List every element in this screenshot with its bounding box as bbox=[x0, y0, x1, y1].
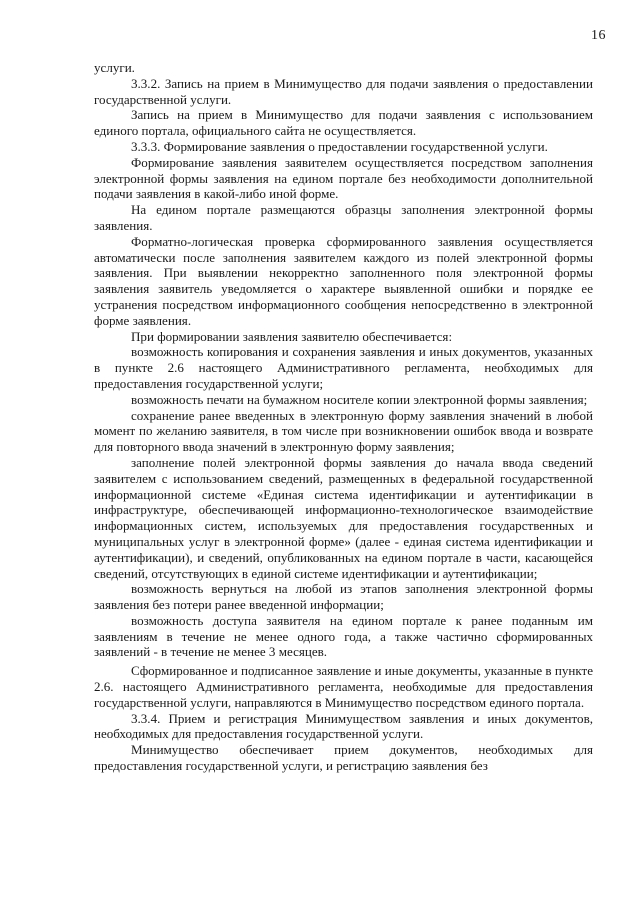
page-number: 16 bbox=[591, 28, 606, 43]
paragraph-form-filling: Формирование заявления заявителем осуществляется посредством заполнения электронной формы заявления на едином портале без необходимости дополнительной подачи заявления в какой-либо иной форме. bbox=[94, 154, 593, 202]
paragraph-provisions-intro: При формировании заявления заявителю обеспечивается: bbox=[131, 328, 453, 344]
paragraph-submission: Сформированное и подписанное заявление и иные документы, указанные в пункте 2.6. настоящего Административного регламента, необходимые для предоставления государственной услуги, направляются в Минимущество посредством единого портала. bbox=[94, 663, 593, 710]
document-body bbox=[94, 60, 593, 774]
section-heading-3-3-4: 3.3.4. Прием и регистрация Минимуществом заявления и иных документов, необходимых для предоставления государственной услуги. bbox=[94, 710, 593, 742]
section-heading-3-3-2: 3.3.2. Запись на прием в Минимущество для подачи заявления о предоставлении государственной услуги. bbox=[94, 75, 593, 107]
paragraph-continuation: услуги. bbox=[94, 60, 135, 75]
list-item-save-values: сохранение ранее введенных в электронную форму заявления значений в любой момент по желанию заявителя, в том числе при возникновении ошибок ввода и возврате для повторного ввода значений в электронную форму заявления; bbox=[94, 407, 593, 455]
list-item-print: возможность печати на бумажном носителе копии электронной формы заявления; bbox=[131, 391, 588, 407]
paragraph-registration: Минимущество обеспечивает прием документов, необходимых для предоставления государственной услуги, и регистрацию заявления без bbox=[94, 742, 593, 774]
paragraph-online-appointment: Запись на прием в Минимущество для подачи заявления с использованием единого портала, официального сайта не осуществляется. bbox=[94, 107, 593, 139]
list-item-autofill: заполнение полей электронной формы заявления до начала ввода сведений заявителем с использованием сведений, размещенных в федеральной государственной информационной системе «Единая система идентификации и аутентификации в инфраструктуре, обеспечивающей информационно-технологическое взаимодействие информационных систем, используемых для предоставления государственных и муниципальных услуг в электронной форме» (далее - единая система идентификации и аутентификации), и сведений, опубликованных на едином портале в части, касающейся сведений, отсутствующих в единой системе идентификации и аутентификации; bbox=[94, 454, 593, 581]
list-item-return-to-step: возможность вернуться на любой из этапов заполнения электронной формы заявления без потери ранее введенной информации; bbox=[94, 581, 593, 613]
section-heading-3-3-3: 3.3.3. Формирование заявления о предоставлении государственной услуги. bbox=[131, 138, 548, 154]
paragraph-samples: На едином портале размещаются образцы заполнения электронной формы заявления. bbox=[94, 202, 593, 233]
list-item-copy-save: возможность копирования и сохранения заявления и иных документов, указанных в пункте 2.6 настоящего Административного регламента, необходимых для предоставления государственной услуги; bbox=[94, 344, 593, 391]
paragraph-format-check: Форматно-логическая проверка сформированного заявления осуществляется автоматически после заполнения заявителем каждого из полей электронной формы заявления. При выявлении некорректно заполненного поля электронной формы заявления заявитель уведомляется о характере выявленной ошибки и порядке ее устранения посредством информационного сообщения непосредственно в электронной форме заявления. bbox=[94, 233, 593, 328]
list-item-access-history: возможность доступа заявителя на едином портале к ранее поданным им заявлениям в течение не менее одного года, а также частично сформированных заявлений - в течение не менее 3 месяцев. bbox=[94, 612, 593, 660]
